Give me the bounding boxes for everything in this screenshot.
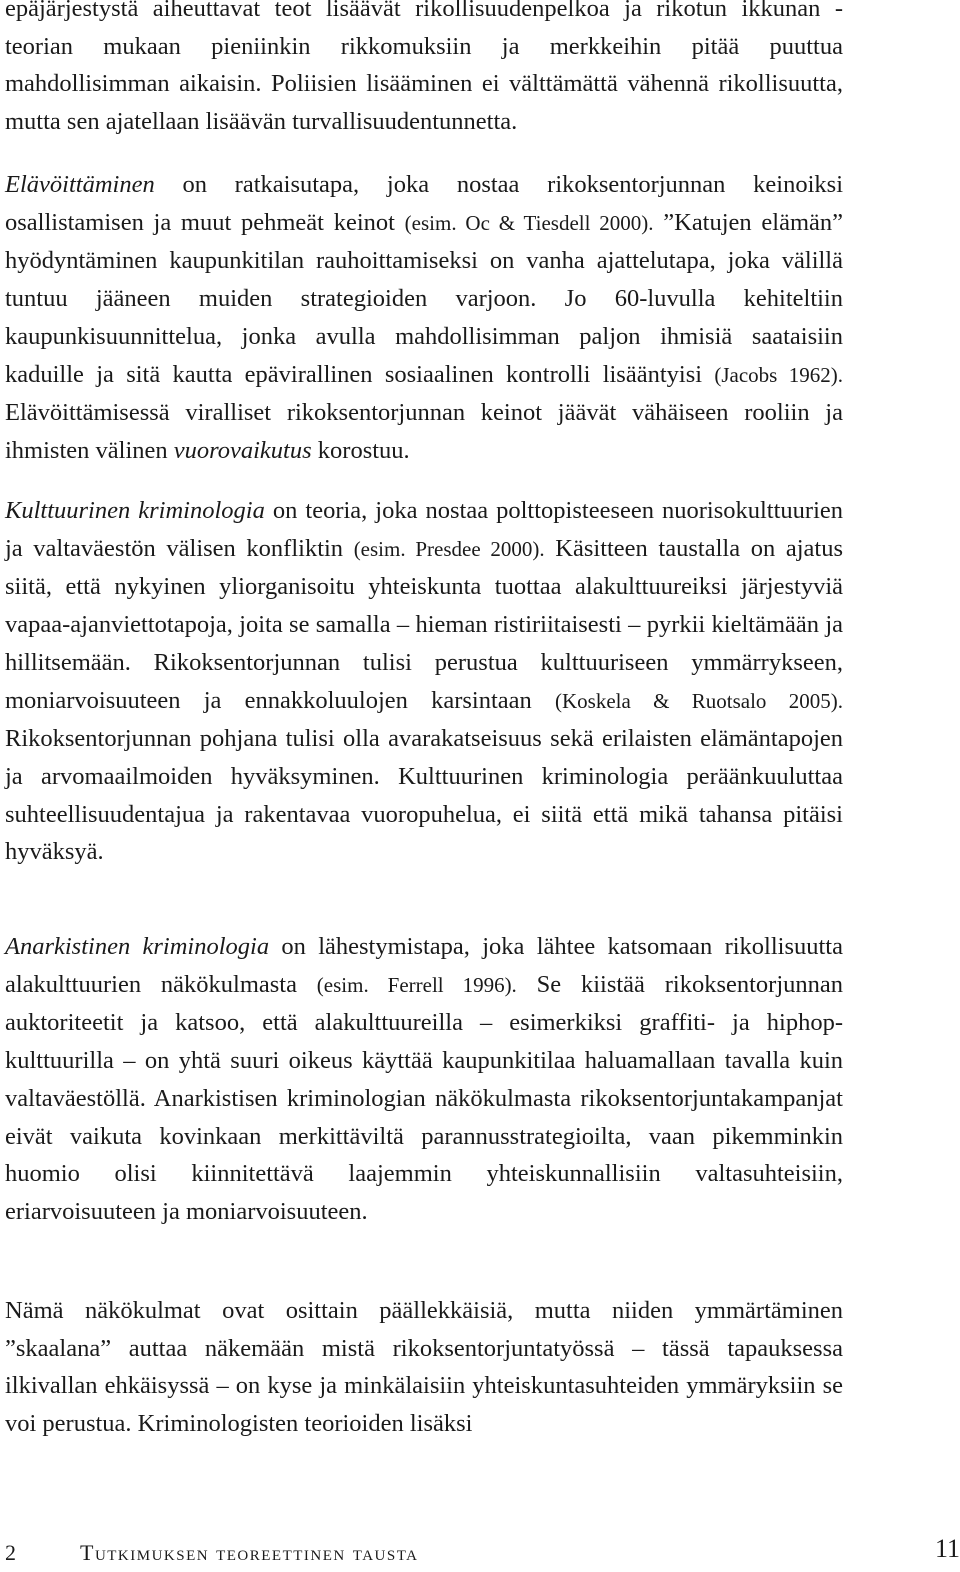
paragraph-3	[5, 492, 843, 871]
paragraph-1	[5, 0, 843, 141]
term-elavoittaminen: Elävöittäminen	[5, 171, 155, 198]
paragraph-2-text-a: on ratkaisutapa, joka nostaa rikoksentorjunnan keinoiksi osallistamisen ja muut pehmeät keinot	[5, 171, 843, 236]
citation-jacobs: (Jacobs 1962).	[714, 362, 843, 387]
term-vuorovaikutus: vuorovaikutus	[173, 436, 312, 464]
paragraph-4-text-b: Se kiistää rikoksentorjunnan auktoriteetit ja katsoo, että alakulttuureilla – esimerkiksi graffiti- ja hiphop-kulttuurilla – on yhtä suuri oikeus käyttää kaupunkitilaa haluamallaan tavalla kuin valtaväestöllä. Anarkistisen kriminologian näkökulmasta rikoksentorjuntakampanjat eivät vaikuta kovinkaan merkittäviltä parannusstrategioilta, vaan pikemminkin huomio olisi kiinnitettävä laajemmin yhteiskunnallisiin valtasuhteisiin, eriarvoisuuteen ja moniarvoisuuteen.	[5, 970, 843, 1225]
paragraph-2-text-b: ”Katujen elämän” hyödyntäminen kaupunkitilan rauhoittamiseksi on vanha ajattelutapa, joka välillä tuntuu jääneen muiden strategioiden varjoon. Jo 60-luvulla kehiteltiin kaupunkisuunnittelua, jonka avulla mahdollisimman paljon ihmisiä saataisiin kaduille ja sitä kautta epävirallinen sosiaalinen kontrolli lisääntyisi	[5, 208, 844, 388]
paragraph-3-text-b: Käsitteen taustalla on ajatus siitä, että nykyinen yliorganisoitu yhteiskunta tuottaa alakulttuureiksi järjestyviä vapaa-ajanviettotapoja, joita se samalla – hieman ristiriitaisesti – pyrkii kieltämään ja hillitsemään. Rikoksentorjunnan tulisi perustua kulttuuriseen ymmärrykseen, moniarvoisuuteen ja ennakkoluulojen karsintaan	[5, 534, 843, 714]
paragraph-2-text-d: korostuu.	[311, 436, 410, 464]
section-title: Tutkimuksen teoreettinen tausta	[80, 1540, 419, 1565]
paragraph-3-text-c: Rikoksentorjunnan pohjana tulisi olla avarakatseisuus sekä erilaisten elämäntapojen ja arvomaailmoiden hyväksyminen. Kulttuurinen kriminologia peräänkuuluttaa suhteellisuudentajua ja rakentavaa vuoropuhelua, ei siitä että mikä tahansa pitäisi hyväksyä.	[5, 725, 843, 866]
paragraph-5	[5, 1292, 843, 1443]
paragraph-2-text-c: Elävöittämisessä viralliset rikoksentorjunnan keinot jäävät vähäiseen rooliin ja ihmisten välinen	[5, 399, 843, 464]
citation-ferrell: (esim. Ferrell 1996).	[316, 972, 517, 997]
paragraph-2	[5, 166, 843, 470]
paragraph-4-text-a: on lähestymistapa, joka lähtee katsomaan rikollisuutta alakulttuurien näkökulmasta	[5, 933, 843, 998]
citation-presdee: (esim. Presdee 2000).	[353, 536, 545, 561]
paragraph-3-text-a: on teoria, joka nostaa polttopisteeseen nuorisokulttuurien ja valtaväestön välisen konfliktin	[5, 497, 844, 562]
citation-koskela-ruotsalo: (Koskela & Ruotsalo 2005).	[554, 688, 843, 713]
left-page-number: 2	[5, 1540, 16, 1565]
term-kulttuurinen-kriminologia: Kulttuurinen kriminologia	[5, 497, 265, 524]
term-anarkistinen-kriminologia: Anarkistinen kriminologia	[5, 933, 270, 960]
citation-oc-tiesdell: (esim. Oc & Tiesdell 2000).	[404, 210, 654, 235]
page-footer	[0, 1534, 960, 1572]
paragraph-4	[5, 928, 843, 1231]
paragraph-1-text: epäjärjestystä aiheuttavat teot lisäävät rikollisuudenpelkoa ja rikotun ikkunan -teorian mukaan pieniinkin rikkomuksiin ja merkkeihin pitää puuttua mahdollisimman aikaisin. Poliisien lisääminen ei välttämättä vähennä rikollisuutta, mutta sen ajatellaan lisäävän turvallisuudentunnetta.	[5, 0, 843, 136]
paragraph-5-text: Nämä näkökulmat ovat osittain päällekkäisiä, mutta niiden ymmärtäminen ”skaalana” auttaa näkemään mistä rikoksentorjuntatyössä – tässä tapauksessa ilkivallan ehkäisyssä – on kyse ja minkälaisiin yhteiskuntasuhteiden ymmäryksiin se voi perustua. Kriminologisten teorioiden lisäksi	[5, 1297, 843, 1438]
right-page-number: 11	[934, 1534, 960, 1563]
